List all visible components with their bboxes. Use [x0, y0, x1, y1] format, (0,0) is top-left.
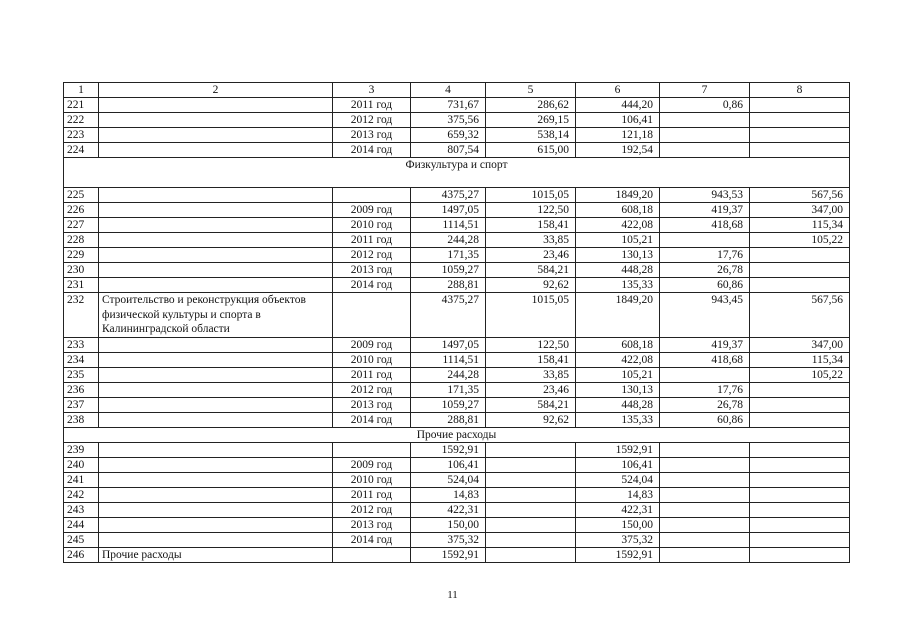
value-col8-cell: 115,34: [750, 352, 850, 367]
item-name-cell: [99, 502, 333, 517]
row-number-cell: 239: [64, 442, 99, 457]
row-number-cell: 246: [64, 547, 99, 562]
value-col8-cell: [750, 382, 850, 397]
value-col5-cell: [486, 442, 576, 457]
value-col8-cell: [750, 278, 850, 293]
header-row: [64, 83, 850, 98]
value-col5-cell: 23,46: [486, 248, 576, 263]
header-cell: 3: [333, 83, 411, 98]
item-name-cell: [99, 278, 333, 293]
row-number-cell: 223: [64, 128, 99, 143]
value-col5-cell: 1015,05: [486, 293, 576, 338]
year-cell: 2013 год: [333, 263, 411, 278]
year-cell: [333, 547, 411, 562]
row-number-cell: 243: [64, 502, 99, 517]
value-col5-cell: 269,15: [486, 113, 576, 128]
value-col8-cell: 105,22: [750, 367, 850, 382]
value-col6-cell: 524,04: [576, 472, 660, 487]
value-col6-cell: 135,33: [576, 278, 660, 293]
row-number-cell: 225: [64, 188, 99, 203]
section-row: [64, 158, 850, 188]
value-col7-cell: 419,37: [660, 203, 750, 218]
row-number-cell: 245: [64, 532, 99, 547]
value-col7-cell: [660, 442, 750, 457]
item-name-cell: [99, 532, 333, 547]
value-col6-cell: 422,08: [576, 352, 660, 367]
value-col5-cell: 615,00: [486, 143, 576, 158]
value-col4-cell: 171,35: [411, 382, 486, 397]
year-cell: 2014 год: [333, 412, 411, 427]
table-row: [64, 248, 850, 263]
value-col4-cell: 1059,27: [411, 263, 486, 278]
year-cell: 2011 год: [333, 487, 411, 502]
year-cell: 2012 год: [333, 382, 411, 397]
value-col4-cell: 1059,27: [411, 397, 486, 412]
value-col7-cell: [660, 113, 750, 128]
value-col4-cell: 807,54: [411, 143, 486, 158]
value-col4-cell: 106,41: [411, 457, 486, 472]
item-name-cell: [99, 113, 333, 128]
header-cell: 4: [411, 83, 486, 98]
section-title: Прочие расходы: [64, 427, 850, 442]
value-col5-cell: 92,62: [486, 412, 576, 427]
row-number-cell: 229: [64, 248, 99, 263]
row-number-cell: 222: [64, 113, 99, 128]
year-cell: 2014 год: [333, 143, 411, 158]
value-col5-cell: 584,21: [486, 263, 576, 278]
value-col7-cell: [660, 487, 750, 502]
value-col5-cell: [486, 547, 576, 562]
value-col6-cell: 135,33: [576, 412, 660, 427]
row-number-cell: 234: [64, 352, 99, 367]
value-col8-cell: [750, 248, 850, 263]
value-col4-cell: 244,28: [411, 367, 486, 382]
value-col8-cell: 347,00: [750, 337, 850, 352]
table-row: [64, 278, 850, 293]
row-number-cell: 226: [64, 203, 99, 218]
section-title: Физкультура и спорт: [64, 158, 850, 188]
value-col8-cell: [750, 397, 850, 412]
value-col8-cell: [750, 472, 850, 487]
item-name-cell: [99, 188, 333, 203]
value-col6-cell: 375,32: [576, 532, 660, 547]
item-name-cell: Прочие расходы: [99, 547, 333, 562]
value-col6-cell: 608,18: [576, 337, 660, 352]
value-col8-cell: 567,56: [750, 188, 850, 203]
value-col8-cell: [750, 263, 850, 278]
page-number: 11: [447, 589, 458, 601]
item-name-cell: [99, 248, 333, 263]
value-col4-cell: 1592,91: [411, 442, 486, 457]
table-row: [64, 143, 850, 158]
value-col7-cell: 943,45: [660, 293, 750, 338]
value-col6-cell: 448,28: [576, 263, 660, 278]
value-col7-cell: 26,78: [660, 397, 750, 412]
table-row: [64, 98, 850, 113]
table-row: [64, 547, 850, 562]
value-col4-cell: 171,35: [411, 248, 486, 263]
table-row: [64, 367, 850, 382]
row-number-cell: 235: [64, 367, 99, 382]
value-col5-cell: 538,14: [486, 128, 576, 143]
value-col7-cell: 0,86: [660, 98, 750, 113]
item-name-cell: [99, 442, 333, 457]
year-cell: 2010 год: [333, 472, 411, 487]
row-number-cell: 228: [64, 233, 99, 248]
value-col8-cell: [750, 143, 850, 158]
value-col7-cell: [660, 457, 750, 472]
value-col7-cell: 419,37: [660, 337, 750, 352]
item-name-cell: [99, 263, 333, 278]
value-col7-cell: 17,76: [660, 382, 750, 397]
value-col6-cell: 1592,91: [576, 442, 660, 457]
value-col8-cell: [750, 487, 850, 502]
value-col6-cell: 192,54: [576, 143, 660, 158]
value-col6-cell: 130,13: [576, 248, 660, 263]
year-cell: 2010 год: [333, 352, 411, 367]
value-col5-cell: 158,41: [486, 352, 576, 367]
header-cell: 6: [576, 83, 660, 98]
value-col7-cell: 418,68: [660, 352, 750, 367]
item-name-cell: [99, 382, 333, 397]
year-cell: 2010 год: [333, 218, 411, 233]
year-cell: 2013 год: [333, 517, 411, 532]
value-col6-cell: 150,00: [576, 517, 660, 532]
item-name-cell: Строительство и реконструкция объектов физической культуры и спорта в Калининградской области: [99, 293, 333, 338]
value-col7-cell: 943,53: [660, 188, 750, 203]
value-col8-cell: [750, 457, 850, 472]
value-col5-cell: 92,62: [486, 278, 576, 293]
value-col7-cell: [660, 128, 750, 143]
value-col4-cell: 14,83: [411, 487, 486, 502]
row-number-cell: 232: [64, 293, 99, 338]
year-cell: [333, 442, 411, 457]
row-number-cell: 236: [64, 382, 99, 397]
value-col4-cell: 1592,91: [411, 547, 486, 562]
row-number-cell: 233: [64, 337, 99, 352]
table-row: [64, 517, 850, 532]
year-cell: 2013 год: [333, 128, 411, 143]
year-cell: [333, 293, 411, 338]
table-row: [64, 263, 850, 278]
table-row: [64, 457, 850, 472]
year-cell: 2014 год: [333, 532, 411, 547]
row-number-cell: 238: [64, 412, 99, 427]
value-col5-cell: 1015,05: [486, 188, 576, 203]
value-col5-cell: 23,46: [486, 382, 576, 397]
table-row: [64, 397, 850, 412]
item-name-cell: [99, 517, 333, 532]
header-cell: 2: [99, 83, 333, 98]
value-col4-cell: 1114,51: [411, 352, 486, 367]
item-name-cell: [99, 352, 333, 367]
header-cell: 5: [486, 83, 576, 98]
item-name-cell: [99, 367, 333, 382]
value-col4-cell: 1497,05: [411, 203, 486, 218]
item-name-cell: [99, 203, 333, 218]
value-col6-cell: 1849,20: [576, 293, 660, 338]
table-row: [64, 472, 850, 487]
item-name-cell: [99, 397, 333, 412]
year-cell: 2012 год: [333, 248, 411, 263]
value-col4-cell: 4375,27: [411, 188, 486, 203]
table-row: [64, 352, 850, 367]
value-col4-cell: 422,31: [411, 502, 486, 517]
value-col4-cell: 731,67: [411, 98, 486, 113]
value-col5-cell: 286,62: [486, 98, 576, 113]
table-row: [64, 337, 850, 352]
year-cell: 2009 год: [333, 203, 411, 218]
table-row: [64, 113, 850, 128]
value-col5-cell: [486, 487, 576, 502]
value-col7-cell: 60,86: [660, 412, 750, 427]
year-cell: 2013 год: [333, 397, 411, 412]
value-col8-cell: 347,00: [750, 203, 850, 218]
value-col8-cell: [750, 502, 850, 517]
value-col4-cell: 244,28: [411, 233, 486, 248]
year-cell: 2014 год: [333, 278, 411, 293]
row-number-cell: 244: [64, 517, 99, 532]
value-col4-cell: 1497,05: [411, 337, 486, 352]
row-number-cell: 224: [64, 143, 99, 158]
value-col6-cell: 448,28: [576, 397, 660, 412]
value-col6-cell: 14,83: [576, 487, 660, 502]
value-col7-cell: [660, 472, 750, 487]
row-number-cell: 241: [64, 472, 99, 487]
value-col7-cell: 418,68: [660, 218, 750, 233]
value-col6-cell: 121,18: [576, 128, 660, 143]
item-name-cell: [99, 98, 333, 113]
item-name-cell: [99, 233, 333, 248]
table-row: [64, 128, 850, 143]
value-col6-cell: 105,21: [576, 233, 660, 248]
row-number-cell: 230: [64, 263, 99, 278]
value-col5-cell: 33,85: [486, 367, 576, 382]
row-number-cell: 242: [64, 487, 99, 502]
value-col5-cell: [486, 472, 576, 487]
value-col5-cell: [486, 532, 576, 547]
value-col6-cell: 105,21: [576, 367, 660, 382]
value-col7-cell: [660, 143, 750, 158]
header-cell: 7: [660, 83, 750, 98]
value-col7-cell: [660, 547, 750, 562]
year-cell: [333, 188, 411, 203]
item-name-cell: [99, 218, 333, 233]
value-col5-cell: 158,41: [486, 218, 576, 233]
year-cell: 2011 год: [333, 98, 411, 113]
table-row: [64, 487, 850, 502]
item-name-cell: [99, 487, 333, 502]
section-row: [64, 427, 850, 442]
table-row: [64, 502, 850, 517]
value-col8-cell: 567,56: [750, 293, 850, 338]
budget-table: [63, 82, 850, 563]
value-col7-cell: [660, 502, 750, 517]
value-col5-cell: 122,50: [486, 337, 576, 352]
value-col7-cell: [660, 517, 750, 532]
value-col8-cell: [750, 113, 850, 128]
value-col6-cell: 422,31: [576, 502, 660, 517]
value-col6-cell: 106,41: [576, 113, 660, 128]
item-name-cell: [99, 143, 333, 158]
value-col4-cell: 1114,51: [411, 218, 486, 233]
value-col4-cell: 150,00: [411, 517, 486, 532]
value-col6-cell: 1849,20: [576, 188, 660, 203]
year-cell: 2012 год: [333, 113, 411, 128]
value-col8-cell: [750, 547, 850, 562]
value-col4-cell: 4375,27: [411, 293, 486, 338]
table-row: [64, 233, 850, 248]
value-col8-cell: 115,34: [750, 218, 850, 233]
item-name-cell: [99, 472, 333, 487]
row-number-cell: 227: [64, 218, 99, 233]
value-col7-cell: 60,86: [660, 278, 750, 293]
table-row: [64, 412, 850, 427]
value-col6-cell: 444,20: [576, 98, 660, 113]
value-col5-cell: 33,85: [486, 233, 576, 248]
value-col6-cell: 106,41: [576, 457, 660, 472]
row-number-cell: 231: [64, 278, 99, 293]
row-number-cell: 237: [64, 397, 99, 412]
year-cell: 2009 год: [333, 337, 411, 352]
value-col5-cell: 584,21: [486, 397, 576, 412]
value-col8-cell: [750, 128, 850, 143]
value-col5-cell: [486, 457, 576, 472]
value-col7-cell: 17,76: [660, 248, 750, 263]
row-number-cell: 221: [64, 98, 99, 113]
year-cell: 2009 год: [333, 457, 411, 472]
value-col8-cell: [750, 442, 850, 457]
value-col4-cell: 524,04: [411, 472, 486, 487]
value-col7-cell: [660, 532, 750, 547]
value-col6-cell: 1592,91: [576, 547, 660, 562]
value-col4-cell: 375,32: [411, 532, 486, 547]
value-col7-cell: 26,78: [660, 263, 750, 278]
value-col5-cell: 122,50: [486, 203, 576, 218]
value-col8-cell: [750, 532, 850, 547]
value-col6-cell: 422,08: [576, 218, 660, 233]
table-row: [64, 293, 850, 338]
value-col6-cell: 130,13: [576, 382, 660, 397]
value-col7-cell: [660, 233, 750, 248]
table-row: [64, 532, 850, 547]
year-cell: 2011 год: [333, 367, 411, 382]
table-row: [64, 218, 850, 233]
value-col7-cell: [660, 367, 750, 382]
value-col6-cell: 608,18: [576, 203, 660, 218]
year-cell: 2011 год: [333, 233, 411, 248]
year-cell: 2012 год: [333, 502, 411, 517]
value-col5-cell: [486, 517, 576, 532]
item-name-cell: [99, 337, 333, 352]
item-name-cell: [99, 412, 333, 427]
value-col8-cell: [750, 98, 850, 113]
value-col4-cell: 375,56: [411, 113, 486, 128]
row-number-cell: 240: [64, 457, 99, 472]
header-cell: 1: [64, 83, 99, 98]
value-col4-cell: 288,81: [411, 278, 486, 293]
table-row: [64, 382, 850, 397]
value-col8-cell: 105,22: [750, 233, 850, 248]
value-col5-cell: [486, 502, 576, 517]
table-row: [64, 203, 850, 218]
value-col4-cell: 659,32: [411, 128, 486, 143]
table-row: [64, 442, 850, 457]
value-col8-cell: [750, 517, 850, 532]
value-col8-cell: [750, 412, 850, 427]
item-name-cell: [99, 457, 333, 472]
item-name-cell: [99, 128, 333, 143]
table-row: [64, 188, 850, 203]
header-cell: 8: [750, 83, 850, 98]
value-col4-cell: 288,81: [411, 412, 486, 427]
